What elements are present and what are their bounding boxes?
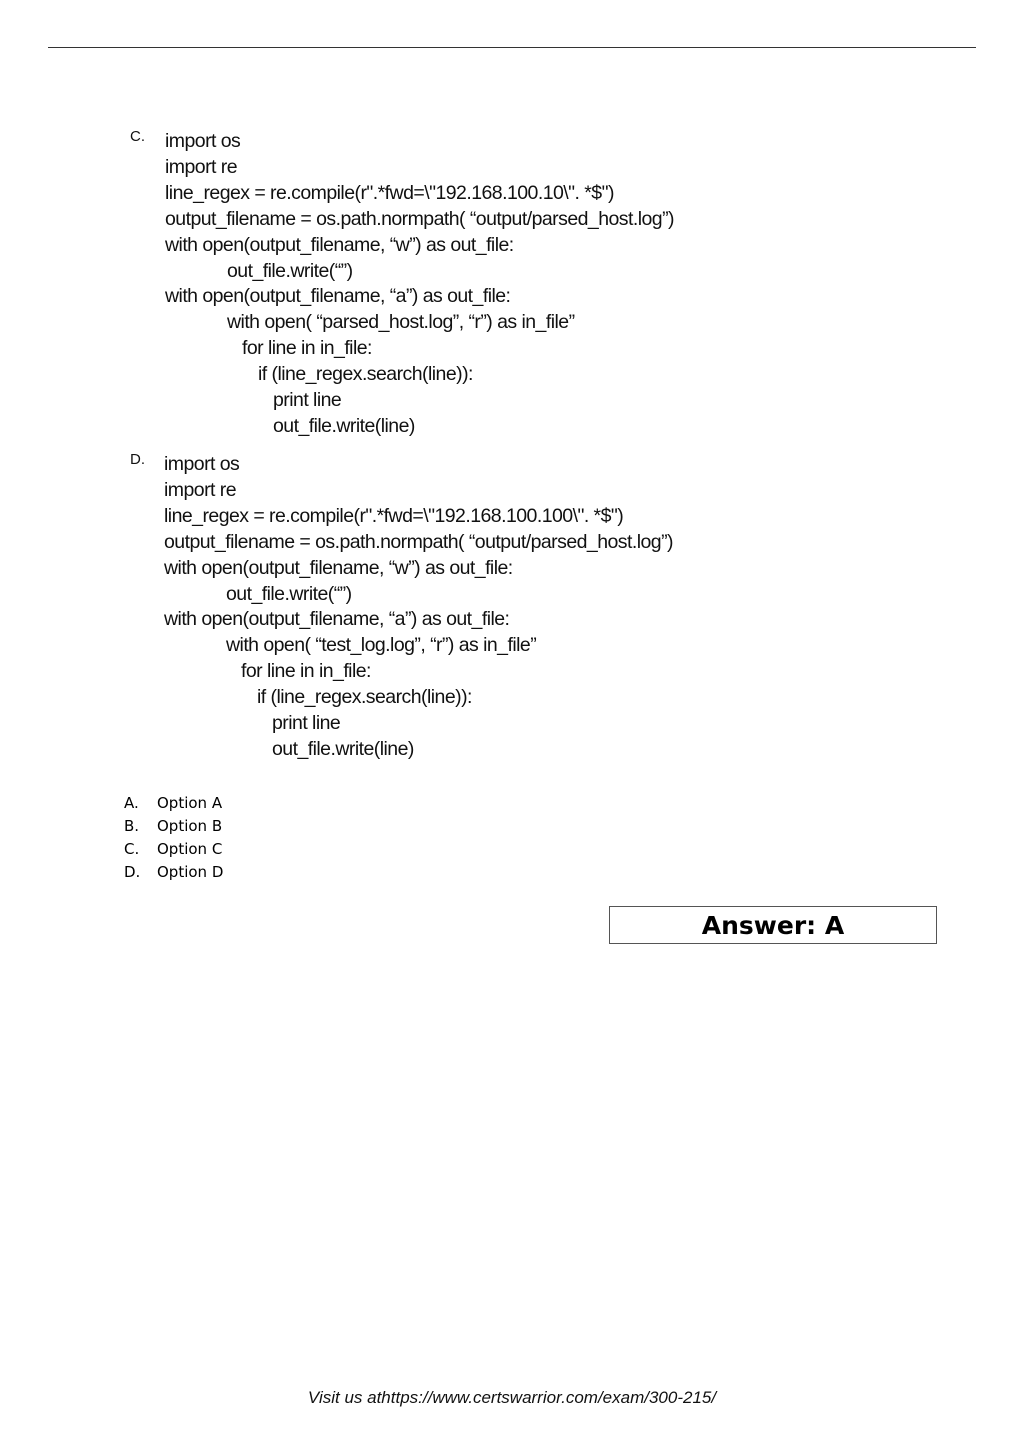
answer-choice-label: Option B [157, 817, 223, 835]
answer-choice-label: Option D [157, 863, 224, 881]
answer-choice [124, 815, 223, 838]
answer-choice [124, 792, 223, 815]
answer-choice-label: Option A [157, 794, 223, 812]
footer-link-text: Visit us athttps://www.certswarrior.com/exam/300-215/ [307, 1388, 717, 1407]
code-line: out_file.write(line) [273, 414, 415, 437]
answer-choice-label: Option C [157, 840, 223, 858]
code-line: if (line_regex.search(line)): [257, 686, 472, 709]
code-line: if (line_regex.search(line)): [258, 363, 473, 386]
answer-box: Answer: A [609, 906, 937, 944]
code-line: out_file.write(“”) [226, 582, 352, 605]
code-line: for line in in_file: [241, 660, 371, 683]
code-line: for line in in_file: [242, 337, 372, 360]
option-d-letter: D. [130, 451, 145, 468]
code-line: with open( “parsed_host.log”, “r”) as in_file” [227, 311, 575, 334]
code-line: with open(output_filename, “a”) as out_file: [165, 285, 511, 308]
code-line: import re [165, 155, 237, 178]
answer-choice-letter: C. [124, 840, 140, 858]
code-line: output_filename = os.path.normpath( “output/parsed_host.log”) [165, 207, 674, 230]
code-line: import os [165, 130, 241, 152]
code-line: out_file.write(line) [272, 737, 414, 760]
code-line: out_file.write(“”) [227, 259, 353, 282]
option-c-letter: C. [130, 128, 145, 145]
code-line: line_regex = re.compile(r".*fwd=\"192.168.100.100\". *$") [164, 504, 624, 527]
code-line: import re [164, 478, 236, 501]
code-line: print line [272, 712, 341, 734]
code-line: line_regex = re.compile(r".*fwd=\"192.168.100.10\". *$") [165, 181, 614, 204]
answer-choice-letter: D. [124, 863, 141, 881]
answer-choice [124, 838, 223, 861]
answer-choices-list [124, 792, 223, 884]
answer-choice [124, 861, 223, 884]
code-line: print line [273, 389, 342, 411]
code-line: with open(output_filename, “a”) as out_file: [164, 608, 510, 631]
header-rule [48, 47, 976, 48]
code-line: with open( “test_log.log”, “r”) as in_file” [226, 634, 537, 657]
answer-choice-letter: A. [124, 794, 139, 812]
answer-choice-letter: B. [124, 817, 140, 835]
code-line: output_filename = os.path.normpath( “output/parsed_host.log”) [164, 530, 673, 553]
code-line: with open(output_filename, “w”) as out_file: [164, 556, 513, 579]
code-line: with open(output_filename, “w”) as out_file: [165, 233, 514, 256]
code-line: import os [164, 453, 240, 475]
